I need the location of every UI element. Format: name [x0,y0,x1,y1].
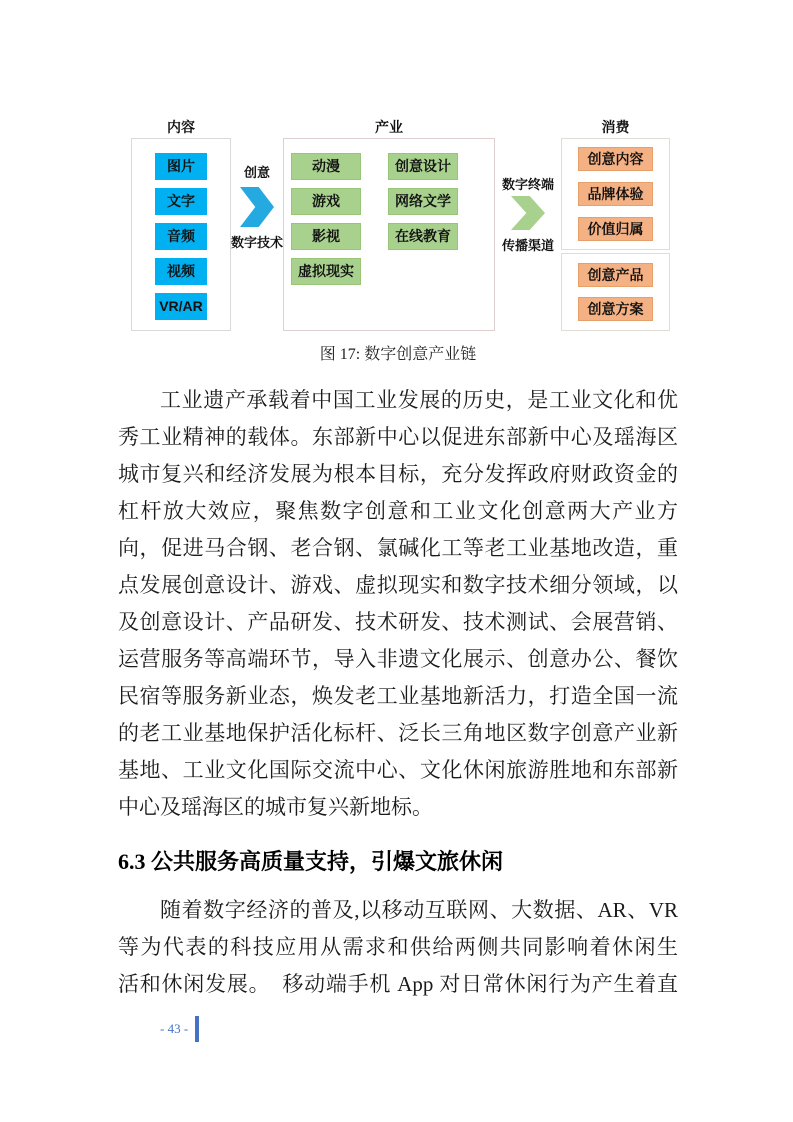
industry-column [283,120,495,332]
industry-column-title: 产业 [375,119,403,135]
paragraph2-line: 随着数字经济的普及,以移动互联网、大数据、AR、VR [160,898,678,922]
paragraph2-line: 活和休闲发展。 移动端手机 App 对日常休闲行为产生着直 [118,972,678,996]
consumption-panel-bottom [561,253,670,331]
paragraph1-line: 运营服务等高端环节，导入非遗文化展示、创意办公、餐饮 [118,647,678,671]
figure-17-diagram [131,120,670,332]
consumption-panel-top [561,138,670,250]
paragraph1-line: 的老工业基地保护活化标杆、泛长三角地区数字创意产业新 [118,721,678,745]
industry-box: 在线教育 [388,223,458,250]
paragraph1-line: 中心及瑶海区的城市复兴新地标。 [118,795,433,819]
paragraph2-line: 等为代表的科技应用从需求和供给两侧共同影响着休闲生 [118,935,678,959]
section-heading-6-3: 6.3 公共服务高质量支持，引爆文旅休闲 [118,849,504,874]
content-panel [131,138,231,331]
content-box: 视频 [155,258,207,285]
arrow-top-label: 创意 [243,165,270,180]
blue-chevron-arrow-icon [240,187,274,227]
consumption-column [561,120,670,332]
consumption-box: 价值归属 [578,217,653,241]
industry-subcolumn-1 [291,153,361,330]
page-number: - 43 - [160,1021,189,1036]
consumption-column-title: 消费 [601,119,630,135]
paragraph1-line: 工业遗产承载着中国工业发展的历史，是工业文化和优 [160,388,678,412]
consumption-box: 创意方案 [578,297,653,321]
figure-caption: 图 17: 数字创意产业链 [319,346,477,363]
consumption-box: 创意内容 [578,147,653,171]
paragraph1-line: 城市复兴和经济发展为根本目标，充分发挥政府财政资金的 [118,462,678,486]
paragraph1-line: 秀工业精神的载体。东部新中心以促进东部新中心及瑶海区 [118,425,678,449]
content-box: 文字 [155,188,207,215]
green-chevron-arrow-icon [511,196,545,230]
industry-box: 虚拟现实 [291,258,361,285]
paragraph1-line: 向，促进马合钢、老合钢、氯碱化工等老工业基地改造，重 [118,536,678,560]
consumption-box: 品牌体验 [578,182,653,206]
arrow-bottom-label: 数字技术 [231,235,284,250]
content-box: VR/AR [155,293,207,320]
paragraph1-line: 基地、工业文化国际交流中心、文化休闲旅游胜地和东部新 [118,758,678,782]
content-column [131,120,231,332]
content-box: 图片 [155,153,207,180]
content-column-title: 内容 [167,119,195,135]
industry-box: 创意设计 [388,153,458,180]
industry-box: 游戏 [291,188,361,215]
body-text-column [118,382,678,1003]
paragraph1-line: 杠杆放大效应，聚焦数字创意和工业文化创意两大产业方 [118,499,678,523]
industry-box: 网络文学 [388,188,458,215]
paragraph1-line: 及创意设计、产品研发、技术研发、技术测试、会展营销、 [118,610,678,634]
content-box: 音频 [155,223,207,250]
creative-arrow-group [231,120,283,332]
terminal-arrow-group [495,120,561,332]
consumption-box: 创意产品 [578,263,653,287]
paragraph1-line: 民宿等服务新业态，焕发老工业基地新活力，打造全国一流 [118,684,678,708]
industry-box: 影视 [291,223,361,250]
arrow-bottom-label: 传播渠道 [501,238,554,253]
paragraph1-line: 点发展创意设计、游戏、虚拟现实和数字技术细分领域，以 [118,573,678,597]
industry-panel [283,138,495,331]
arrow-top-label: 数字终端 [501,177,554,192]
footer-marker-bar [195,1016,199,1042]
industry-subcolumn-2 [388,153,458,330]
industry-box: 动漫 [291,153,361,180]
